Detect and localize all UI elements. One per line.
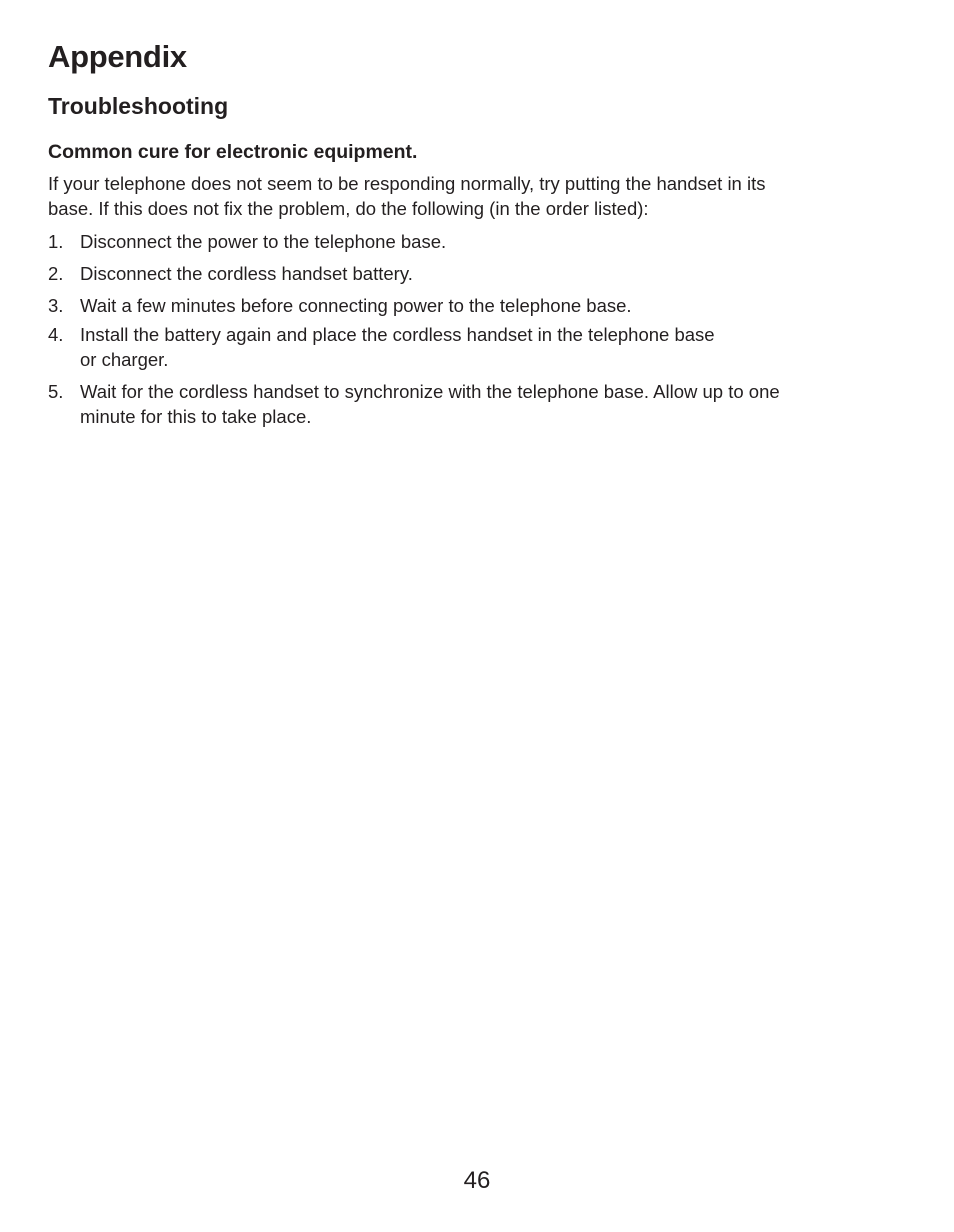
step-text-continued: minute for this to take place. (80, 406, 312, 427)
step-text: Disconnect the power to the telephone base. (80, 231, 447, 252)
subsection-heading: Common cure for electronic equipment. (48, 141, 418, 163)
intro-line: If your telephone does not seem to be responding normally, try putting the handset in its (48, 173, 766, 194)
step-text: Wait a few minutes before connecting power to the telephone base. (80, 295, 632, 316)
page-number: 46 (463, 1167, 491, 1194)
list-item (48, 322, 898, 372)
section-heading: Troubleshooting (48, 93, 229, 119)
intro-paragraph (48, 171, 898, 221)
step-number: 2. (48, 263, 64, 284)
step-number: 3. (48, 295, 64, 316)
list-item (48, 293, 898, 318)
step-text-continued: or charger. (80, 349, 169, 370)
page-title: Appendix (48, 39, 187, 74)
step-number: 1. (48, 231, 64, 252)
list-item (48, 261, 898, 286)
intro-line: base. If this does not fix the problem, do the following (in the order listed): (48, 198, 649, 219)
step-text: Disconnect the cordless handset battery. (80, 263, 413, 284)
step-text: Install the battery again and place the cordless handset in the telephone base (80, 324, 715, 345)
list-item (48, 229, 898, 254)
list-item (48, 379, 898, 429)
steps-list (48, 229, 898, 436)
step-number: 4. (48, 324, 64, 345)
step-text: Wait for the cordless handset to synchronize with the telephone base. Allow up to one (80, 381, 780, 402)
step-number: 5. (48, 381, 64, 402)
